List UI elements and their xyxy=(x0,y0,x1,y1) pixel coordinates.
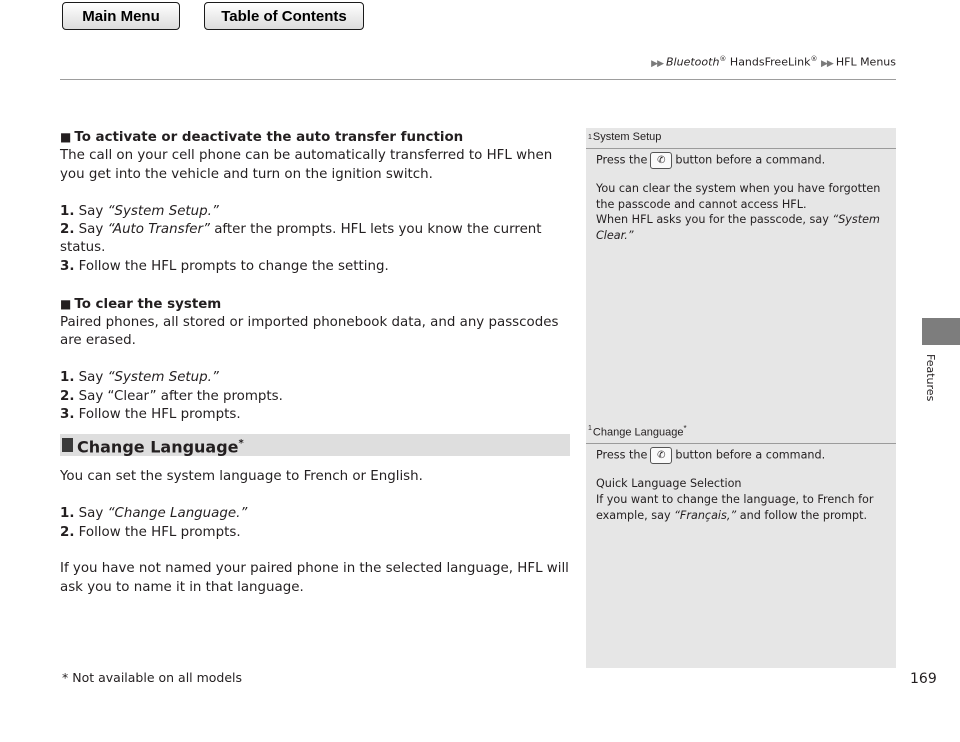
main-menu-button[interactable]: Main Menu xyxy=(62,2,180,30)
section-heading-auto-transfer xyxy=(60,128,570,147)
double-arrow-icon: ▶▶ xyxy=(821,58,833,69)
heading-text: To clear the system xyxy=(74,296,222,312)
breadcrumb xyxy=(651,55,896,69)
step-text: Follow the HFL prompts. xyxy=(78,524,241,540)
step-number: 3. xyxy=(60,407,75,423)
square-bullet-icon: ■ xyxy=(60,296,72,311)
step-text: Say xyxy=(78,506,108,522)
step-italic: “Change Language.” xyxy=(107,506,248,522)
footnote: * Not available on all models xyxy=(62,670,243,685)
step-number: 1. xyxy=(60,203,75,219)
section-intro: Paired phones, all stored or imported phonebook data, and any passcodes are erased. xyxy=(60,315,559,349)
section-outro: If you have not named your paired phone in the selected language, HFL will ask you to name it in that language. xyxy=(60,561,569,595)
note-text: example, say xyxy=(596,509,675,523)
section-intro: You can set the system language to French or English. xyxy=(60,469,423,485)
note-text: button before a command. xyxy=(675,153,826,167)
talk-button-icon: ✆ xyxy=(650,447,672,464)
note-heading[interactable] xyxy=(586,130,896,149)
section-intro: The call on your cell phone can be automatically transferred to HFL when you get into the vehicle and turn on the ignition switch. xyxy=(60,148,553,182)
step-text: Say xyxy=(78,203,108,219)
step-list xyxy=(60,203,570,277)
section-bar-change-language xyxy=(60,434,570,456)
step-text: Say xyxy=(78,222,108,238)
registered-mark: ® xyxy=(719,55,727,63)
note-italic: “System Clear.” xyxy=(596,213,880,243)
note-text: Press the xyxy=(596,153,648,167)
features-tab-marker[interactable] xyxy=(922,318,960,345)
square-bullet-icon xyxy=(62,438,73,452)
step-number: 1. xyxy=(60,370,75,386)
step-item xyxy=(60,388,570,406)
note-text: You can clear the system when you have forgotten the passcode and cannot access HFL. xyxy=(596,181,881,211)
note-text: When HFL asks you for the passcode, say xyxy=(596,213,833,227)
step-item xyxy=(60,524,570,542)
asterisk: * xyxy=(238,437,244,449)
step-item xyxy=(60,221,570,258)
note-text: and follow the prompt. xyxy=(736,509,868,523)
note-ref-number: 1 xyxy=(588,134,592,141)
note-ref-number: 1 xyxy=(588,425,592,432)
header-divider xyxy=(60,79,896,80)
note-text: Quick Language Selection xyxy=(596,477,742,491)
table-of-contents-button[interactable]: Table of Contents xyxy=(204,2,364,30)
main-content xyxy=(60,128,570,597)
square-bullet-icon: ■ xyxy=(60,130,72,144)
step-text: Follow the HFL prompts. xyxy=(78,407,241,423)
step-item xyxy=(60,203,570,221)
step-number: 2. xyxy=(60,222,75,238)
step-number: 2. xyxy=(60,524,75,540)
note-title: Change Language xyxy=(592,426,684,439)
step-item xyxy=(60,505,570,523)
note-change-language xyxy=(586,421,896,524)
step-text: after the prompts. HFL lets you know the current status. xyxy=(60,222,542,256)
heading-text: To activate or deactivate the auto transfer function xyxy=(74,130,464,145)
registered-mark: ® xyxy=(810,55,818,63)
double-arrow-icon: ▶▶ xyxy=(651,58,664,69)
note-system-setup xyxy=(586,130,896,244)
note-text: If you want to change the language, to French for xyxy=(596,493,874,507)
step-list xyxy=(60,369,570,424)
step-number: 1. xyxy=(60,506,75,522)
step-italic: “System Setup.” xyxy=(107,203,219,219)
step-list xyxy=(60,505,570,542)
breadcrumb-handsfreelink: HandsFreeLink xyxy=(726,55,811,69)
step-text: Say “Clear” after the prompts. xyxy=(78,388,283,404)
step-text: Say xyxy=(78,370,108,386)
talk-button-icon: ✆ xyxy=(650,152,672,169)
section-title: Change Language* xyxy=(77,436,244,456)
breadcrumb-bluetooth: Bluetooth xyxy=(666,55,720,69)
step-text: Follow the HFL prompts to change the setting. xyxy=(78,258,389,274)
note-text: button before a command. xyxy=(675,448,826,462)
page-number: 169 xyxy=(910,671,937,687)
step-number: 3. xyxy=(60,258,75,274)
note-italic: “Français,” xyxy=(674,509,737,523)
note-text: Press the xyxy=(596,448,648,462)
asterisk: * xyxy=(683,424,687,433)
note-title: System Setup xyxy=(592,131,662,143)
section-heading-clear-system xyxy=(60,295,570,314)
step-item xyxy=(60,369,570,387)
step-number: 2. xyxy=(60,388,75,404)
step-italic: “System Setup.” xyxy=(107,370,219,386)
step-item xyxy=(60,258,570,276)
step-italic: “Auto Transfer” xyxy=(107,222,210,238)
note-heading[interactable] xyxy=(586,421,896,444)
breadcrumb-hfl-menus[interactable]: HFL Menus xyxy=(835,55,896,69)
side-label-features: Features xyxy=(924,354,937,402)
step-item xyxy=(60,406,570,424)
